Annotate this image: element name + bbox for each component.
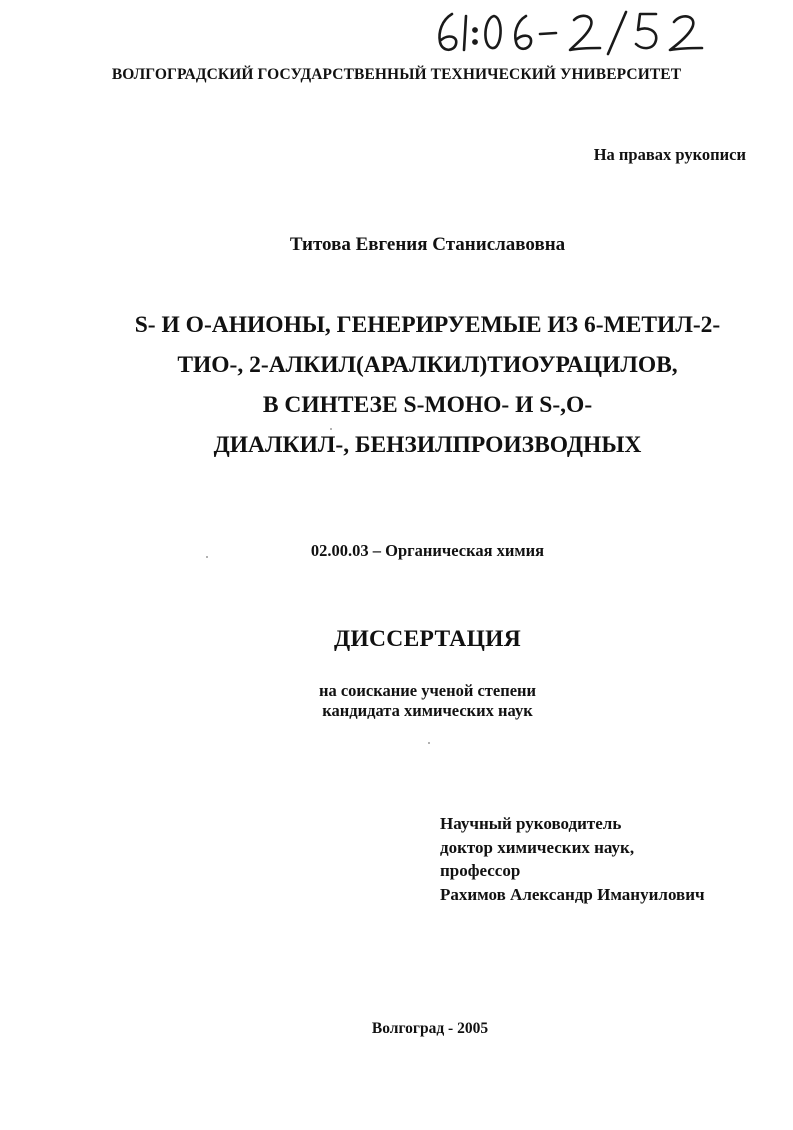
dissertation-title [0, 305, 793, 465]
scan-speck [428, 742, 430, 744]
title-line: В СИНТЕЗЕ S-МОНО- И S-,О- [262, 392, 593, 418]
author-name: Титова Евгения Станиславовна [289, 234, 566, 255]
document-type-heading: ДИССЕРТАЦИЯ [333, 626, 521, 652]
title-line: ДИАЛКИЛ-, БЕНЗИЛПРОИЗВОДНЫХ [213, 432, 642, 458]
scan-speck [206, 556, 208, 558]
specialty-code: 02.00.03 – Органическая химия [310, 541, 545, 560]
supervisor-block [440, 812, 705, 906]
scan-speck [330, 428, 332, 430]
manuscript-rights-note: На правах рукописи [593, 145, 746, 164]
title-line: S- И О-АНИОНЫ, ГЕНЕРИРУЕМЫЕ ИЗ 6-МЕТИЛ-2- [134, 312, 721, 338]
degree-statement [0, 681, 793, 721]
university-name: ВОЛГОГРАДСКИЙ ГОСУДАРСТВЕННЫЙ ТЕХНИЧЕСКИЙ УНИВЕРСИТЕТ [111, 66, 682, 83]
degree-line: на соискание ученой степени [318, 681, 537, 700]
handwritten-archive-number [430, 6, 730, 62]
supervisor-degree: доктор химических наук, [440, 837, 635, 857]
title-line: ТИО-, 2-АЛКИЛ(АРАЛКИЛ)ТИОУРАЦИЛОВ, [177, 352, 678, 378]
supervisor-rank: профессор [440, 861, 521, 880]
supervisor-name: Рахимов Александр Имануилович [440, 884, 705, 904]
handwritten-scribble-graphic [430, 6, 730, 62]
supervisor-role: Научный руководитель [440, 814, 622, 833]
degree-line: кандидата химических наук [322, 701, 533, 720]
city-year: Волгоград - 2005 [371, 1020, 489, 1037]
